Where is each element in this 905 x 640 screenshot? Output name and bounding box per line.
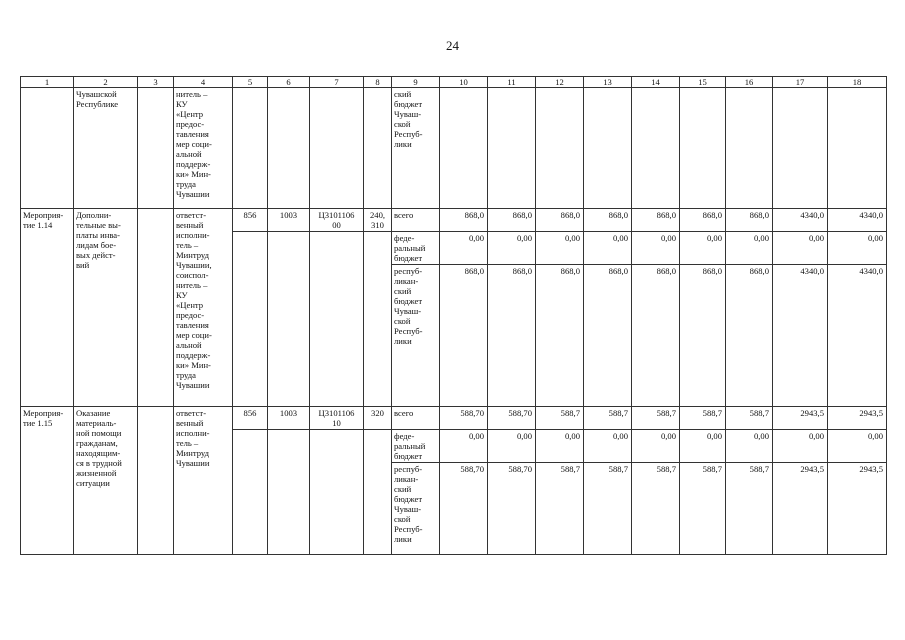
- grbs-text: 856: [243, 210, 257, 220]
- table-cell: [584, 88, 632, 209]
- amount-cell: 2943,5: [773, 407, 828, 430]
- vr-text: 240, 310: [369, 210, 386, 230]
- table-cell: [268, 88, 310, 209]
- column-number: 16: [726, 77, 773, 88]
- event-text: Мероприя- тие 1.14: [23, 210, 64, 230]
- csr-cell: [310, 209, 364, 232]
- amount-cell: 868,0: [584, 209, 632, 232]
- column-number: 5: [233, 77, 268, 88]
- amount-cell: 588,7: [536, 407, 584, 430]
- table-row: [21, 209, 887, 232]
- amount-cell: 0,00: [488, 430, 536, 463]
- amount-cell: 0,00: [726, 232, 773, 265]
- funding-source-text: феде- ральный бюджет: [394, 431, 426, 461]
- amount-cell: 0,00: [440, 430, 488, 463]
- csr-text: Ц3101106 00: [318, 210, 355, 230]
- vr-cell: [364, 407, 392, 430]
- grbs-text: 856: [243, 408, 257, 418]
- amount-cell: 0,00: [584, 430, 632, 463]
- column-number: 7: [310, 77, 364, 88]
- amount-cell: 588,7: [584, 407, 632, 430]
- amount-cell: 868,0: [584, 265, 632, 407]
- amount-cell: 588,7: [632, 463, 680, 555]
- continuation-row: [21, 88, 887, 209]
- amount-cell: 868,0: [536, 209, 584, 232]
- table-row: [21, 407, 887, 430]
- executor-text: ответст- венный исполни- тель – Минтруд Чувашии: [176, 408, 210, 468]
- amount-cell: 0,00: [488, 232, 536, 265]
- event-text: Мероприя- тие 1.15: [23, 408, 64, 428]
- continuation-source-cell: [392, 88, 440, 209]
- continuation-name-cell: [74, 88, 138, 209]
- amount-cell: 868,0: [536, 265, 584, 407]
- column-number: 3: [138, 77, 174, 88]
- amount-cell: 0,00: [680, 430, 726, 463]
- table-cell: [138, 407, 174, 555]
- executor-cell: [174, 407, 233, 555]
- amount-cell: 0,00: [773, 232, 828, 265]
- csr-text: Ц3101106 10: [318, 408, 355, 428]
- amount-cell: 588,70: [440, 407, 488, 430]
- funding-source-text: всего: [394, 408, 414, 418]
- table-cell: [364, 232, 392, 407]
- event-name-text: Дополни- тельные вы- платы инва- лидам бое- вых дейст- вий: [76, 210, 121, 270]
- rzpr-text: 1003: [279, 210, 298, 220]
- table-cell: [364, 88, 392, 209]
- funding-source-cell: [392, 407, 440, 430]
- amount-cell: 0,00: [680, 232, 726, 265]
- csr-cell: [310, 407, 364, 430]
- executor-text: ответст- венный исполни- тель – Минтруд Чувашии, соиспол- нитель – КУ «Центр предос- тавления мер соци- альной поддерж- ки» Мин- труда Чувашии: [176, 210, 212, 390]
- amount-cell: 868,0: [632, 209, 680, 232]
- column-number: 1: [21, 77, 74, 88]
- table-cell: [233, 430, 268, 555]
- event-cell: [21, 209, 74, 407]
- column-number: 2: [74, 77, 138, 88]
- table-cell: [536, 88, 584, 209]
- continuation-source-text: ский бюджет Чуваш- ской Респуб- лики: [394, 89, 423, 149]
- column-number: 13: [584, 77, 632, 88]
- table-cell: [21, 88, 74, 209]
- amount-cell: 588,7: [536, 463, 584, 555]
- funding-source-cell: [392, 430, 440, 463]
- funding-source-text: всего: [394, 210, 414, 220]
- table-cell: [310, 232, 364, 407]
- funding-source-cell: [392, 265, 440, 407]
- column-number: 18: [828, 77, 887, 88]
- vr-text: 320: [371, 408, 384, 418]
- amount-cell: 4340,0: [773, 209, 828, 232]
- amount-cell: 0,00: [828, 232, 887, 265]
- table-cell: [310, 430, 364, 555]
- table-cell: [726, 88, 773, 209]
- event-name-cell: [74, 407, 138, 555]
- amount-cell: 4340,0: [828, 265, 887, 407]
- amount-cell: 868,0: [726, 265, 773, 407]
- column-number: 15: [680, 77, 726, 88]
- column-number: 12: [536, 77, 584, 88]
- amount-cell: 588,7: [680, 463, 726, 555]
- continuation-executor-text: нитель – КУ «Центр предос- тавления мер соци- альной поддерж- ки» Мин- труда Чувашии: [176, 89, 212, 199]
- amount-cell: 588,7: [726, 463, 773, 555]
- column-number: 8: [364, 77, 392, 88]
- amount-cell: 2943,5: [828, 407, 887, 430]
- amount-cell: 868,0: [440, 265, 488, 407]
- column-number: 10: [440, 77, 488, 88]
- table-cell: [138, 209, 174, 407]
- amount-cell: 2943,5: [773, 463, 828, 555]
- amount-cell: 588,70: [488, 463, 536, 555]
- page-number: 24: [446, 38, 459, 53]
- funding-source-cell: [392, 209, 440, 232]
- funding-source-cell: [392, 463, 440, 555]
- table-cell: [233, 88, 268, 209]
- amount-cell: 868,0: [726, 209, 773, 232]
- amount-cell: 588,7: [584, 463, 632, 555]
- column-number: 4: [174, 77, 233, 88]
- column-number: 9: [392, 77, 440, 88]
- grbs-cell: [233, 209, 268, 232]
- continuation-name-text: Чувашской Республике: [76, 89, 119, 109]
- funding-source-text: респуб- ликан- ский бюджет Чуваш- ской Респуб- лики: [394, 266, 423, 346]
- rzpr-cell: [268, 407, 310, 430]
- amount-cell: 0,00: [536, 430, 584, 463]
- amount-cell: 588,70: [440, 463, 488, 555]
- table-cell: [440, 88, 488, 209]
- amount-cell: 868,0: [488, 265, 536, 407]
- amount-cell: 0,00: [726, 430, 773, 463]
- rzpr-text: 1003: [279, 408, 298, 418]
- continuation-executor-cell: [174, 88, 233, 209]
- amount-cell: 588,7: [726, 407, 773, 430]
- event-name-text: Оказание материаль- ной помощи гражданам, находящим- ся в трудной жизненной ситуации: [76, 408, 122, 488]
- table-cell: [138, 88, 174, 209]
- amount-cell: 868,0: [680, 209, 726, 232]
- amount-cell: 868,0: [680, 265, 726, 407]
- program-table: [20, 76, 887, 555]
- executor-cell: [174, 209, 233, 407]
- amount-cell: 4340,0: [773, 265, 828, 407]
- amount-cell: 2943,5: [828, 463, 887, 555]
- amount-cell: 0,00: [440, 232, 488, 265]
- funding-source-text: респуб- ликан- ский бюджет Чуваш- ской Респуб- лики: [394, 464, 423, 544]
- amount-cell: 868,0: [488, 209, 536, 232]
- grbs-cell: [233, 407, 268, 430]
- column-number: 17: [773, 77, 828, 88]
- table-cell: [680, 88, 726, 209]
- funding-source-text: феде- ральный бюджет: [394, 233, 426, 263]
- amount-cell: 588,7: [632, 407, 680, 430]
- amount-cell: 0,00: [773, 430, 828, 463]
- vr-cell: [364, 209, 392, 232]
- table-cell: [268, 430, 310, 555]
- table-cell: [310, 88, 364, 209]
- column-number: 14: [632, 77, 680, 88]
- event-name-cell: [74, 209, 138, 407]
- table-cell: [773, 88, 828, 209]
- table-cell: [828, 88, 887, 209]
- column-number: 11: [488, 77, 536, 88]
- amount-cell: 588,7: [680, 407, 726, 430]
- table-cell: [233, 232, 268, 407]
- table-cell: [632, 88, 680, 209]
- amount-cell: 4340,0: [828, 209, 887, 232]
- amount-cell: 0,00: [536, 232, 584, 265]
- rzpr-cell: [268, 209, 310, 232]
- column-number-row: [21, 77, 887, 88]
- amount-cell: 0,00: [584, 232, 632, 265]
- event-cell: [21, 407, 74, 555]
- amount-cell: 868,0: [440, 209, 488, 232]
- amount-cell: 588,70: [488, 407, 536, 430]
- amount-cell: 868,0: [632, 265, 680, 407]
- amount-cell: 0,00: [632, 430, 680, 463]
- funding-source-cell: [392, 232, 440, 265]
- table-cell: [364, 430, 392, 555]
- table-cell: [488, 88, 536, 209]
- table-cell: [268, 232, 310, 407]
- amount-cell: 0,00: [632, 232, 680, 265]
- amount-cell: 0,00: [828, 430, 887, 463]
- column-number: 6: [268, 77, 310, 88]
